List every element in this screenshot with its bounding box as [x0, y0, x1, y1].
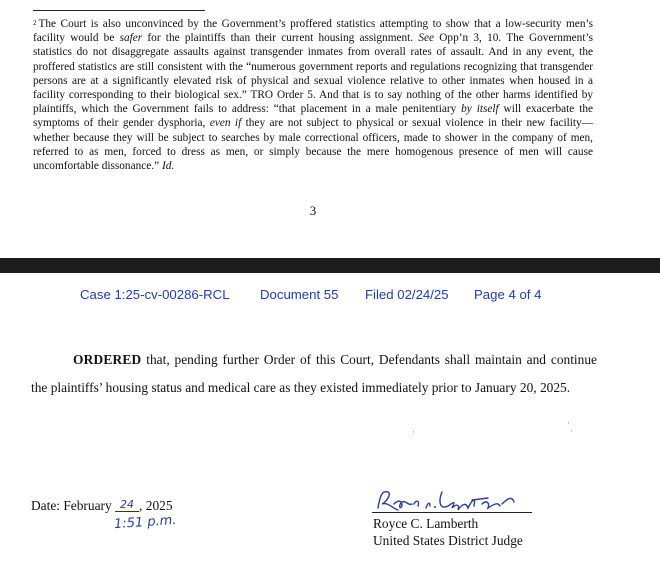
- stray-mark: ·: [570, 426, 573, 436]
- stray-mark: ·: [567, 418, 570, 428]
- footnote-rule: [33, 10, 205, 11]
- previous-page: [0, 0, 660, 258]
- signer-name: Royce C. Lamberth: [373, 516, 479, 531]
- judge-signature: [372, 482, 562, 516]
- signer-block: [373, 515, 523, 549]
- handwritten-time: 1:51 p.m.: [113, 512, 177, 533]
- filed-date: Filed 02/24/25: [365, 287, 449, 302]
- page-count: Page 4 of 4: [474, 287, 542, 302]
- footnote: $^2$ The Court is also unconvinced by the Government’s proffered statistics attempting to show that a low-security men’s facility would be safer for the plaintiffs than their current housing assignment. See Opp’n 3, 10. The Government’s statistics do not disaggregate assaults against transgender inmates from overall rates of assault. And in any event, the proffered statistics are still consistent with the “numerous government reports and regulations recognizing that transgender persons are at a significantly elevated risk of physical and sexual violence relative to other inmates when housed in a facility corresponding to their biological sex.” TRO Order 5. And that is to say nothing of the other harms identified by plaintiffs, which the Government fails to address: “that placement in a male penitentiary by itself will exacerbate the symptoms of their gender dysphoria, even if they are not subject to physical or sexual violence in their new facility—whether because they will be subject to searches by male correctional officers, made to shower in the company of men, referred to as men, forced to dress as men, or simply because the mere homogenous presence of men will cause uncomfortable dissonance.” Id.: [33, 18, 594, 173]
- document-number: Document 55: [260, 287, 339, 302]
- current-page: [0, 273, 660, 564]
- case-number: Case 1:25-cv-00286-RCL: [80, 287, 230, 302]
- order-paragraph: ORDERED that, pending further Order of this Court, Defendants shall maintain and continue the plaintiffs’ housing status and medical care as they existed immediately prior to January 20, 2025.: [31, 352, 597, 395]
- stray-mark: ·: [412, 427, 415, 437]
- handwritten-day: 24: [115, 498, 139, 512]
- ordered-keyword: ORDERED: [73, 352, 142, 367]
- page-number: 3: [309, 203, 317, 218]
- page-divider: [0, 258, 660, 273]
- signer-title: United States District Judge: [373, 533, 523, 548]
- footnote-marker: 2: [33, 19, 37, 27]
- date-line: Date: February 24 , 2025: [31, 498, 173, 513]
- signature-line: [372, 512, 532, 513]
